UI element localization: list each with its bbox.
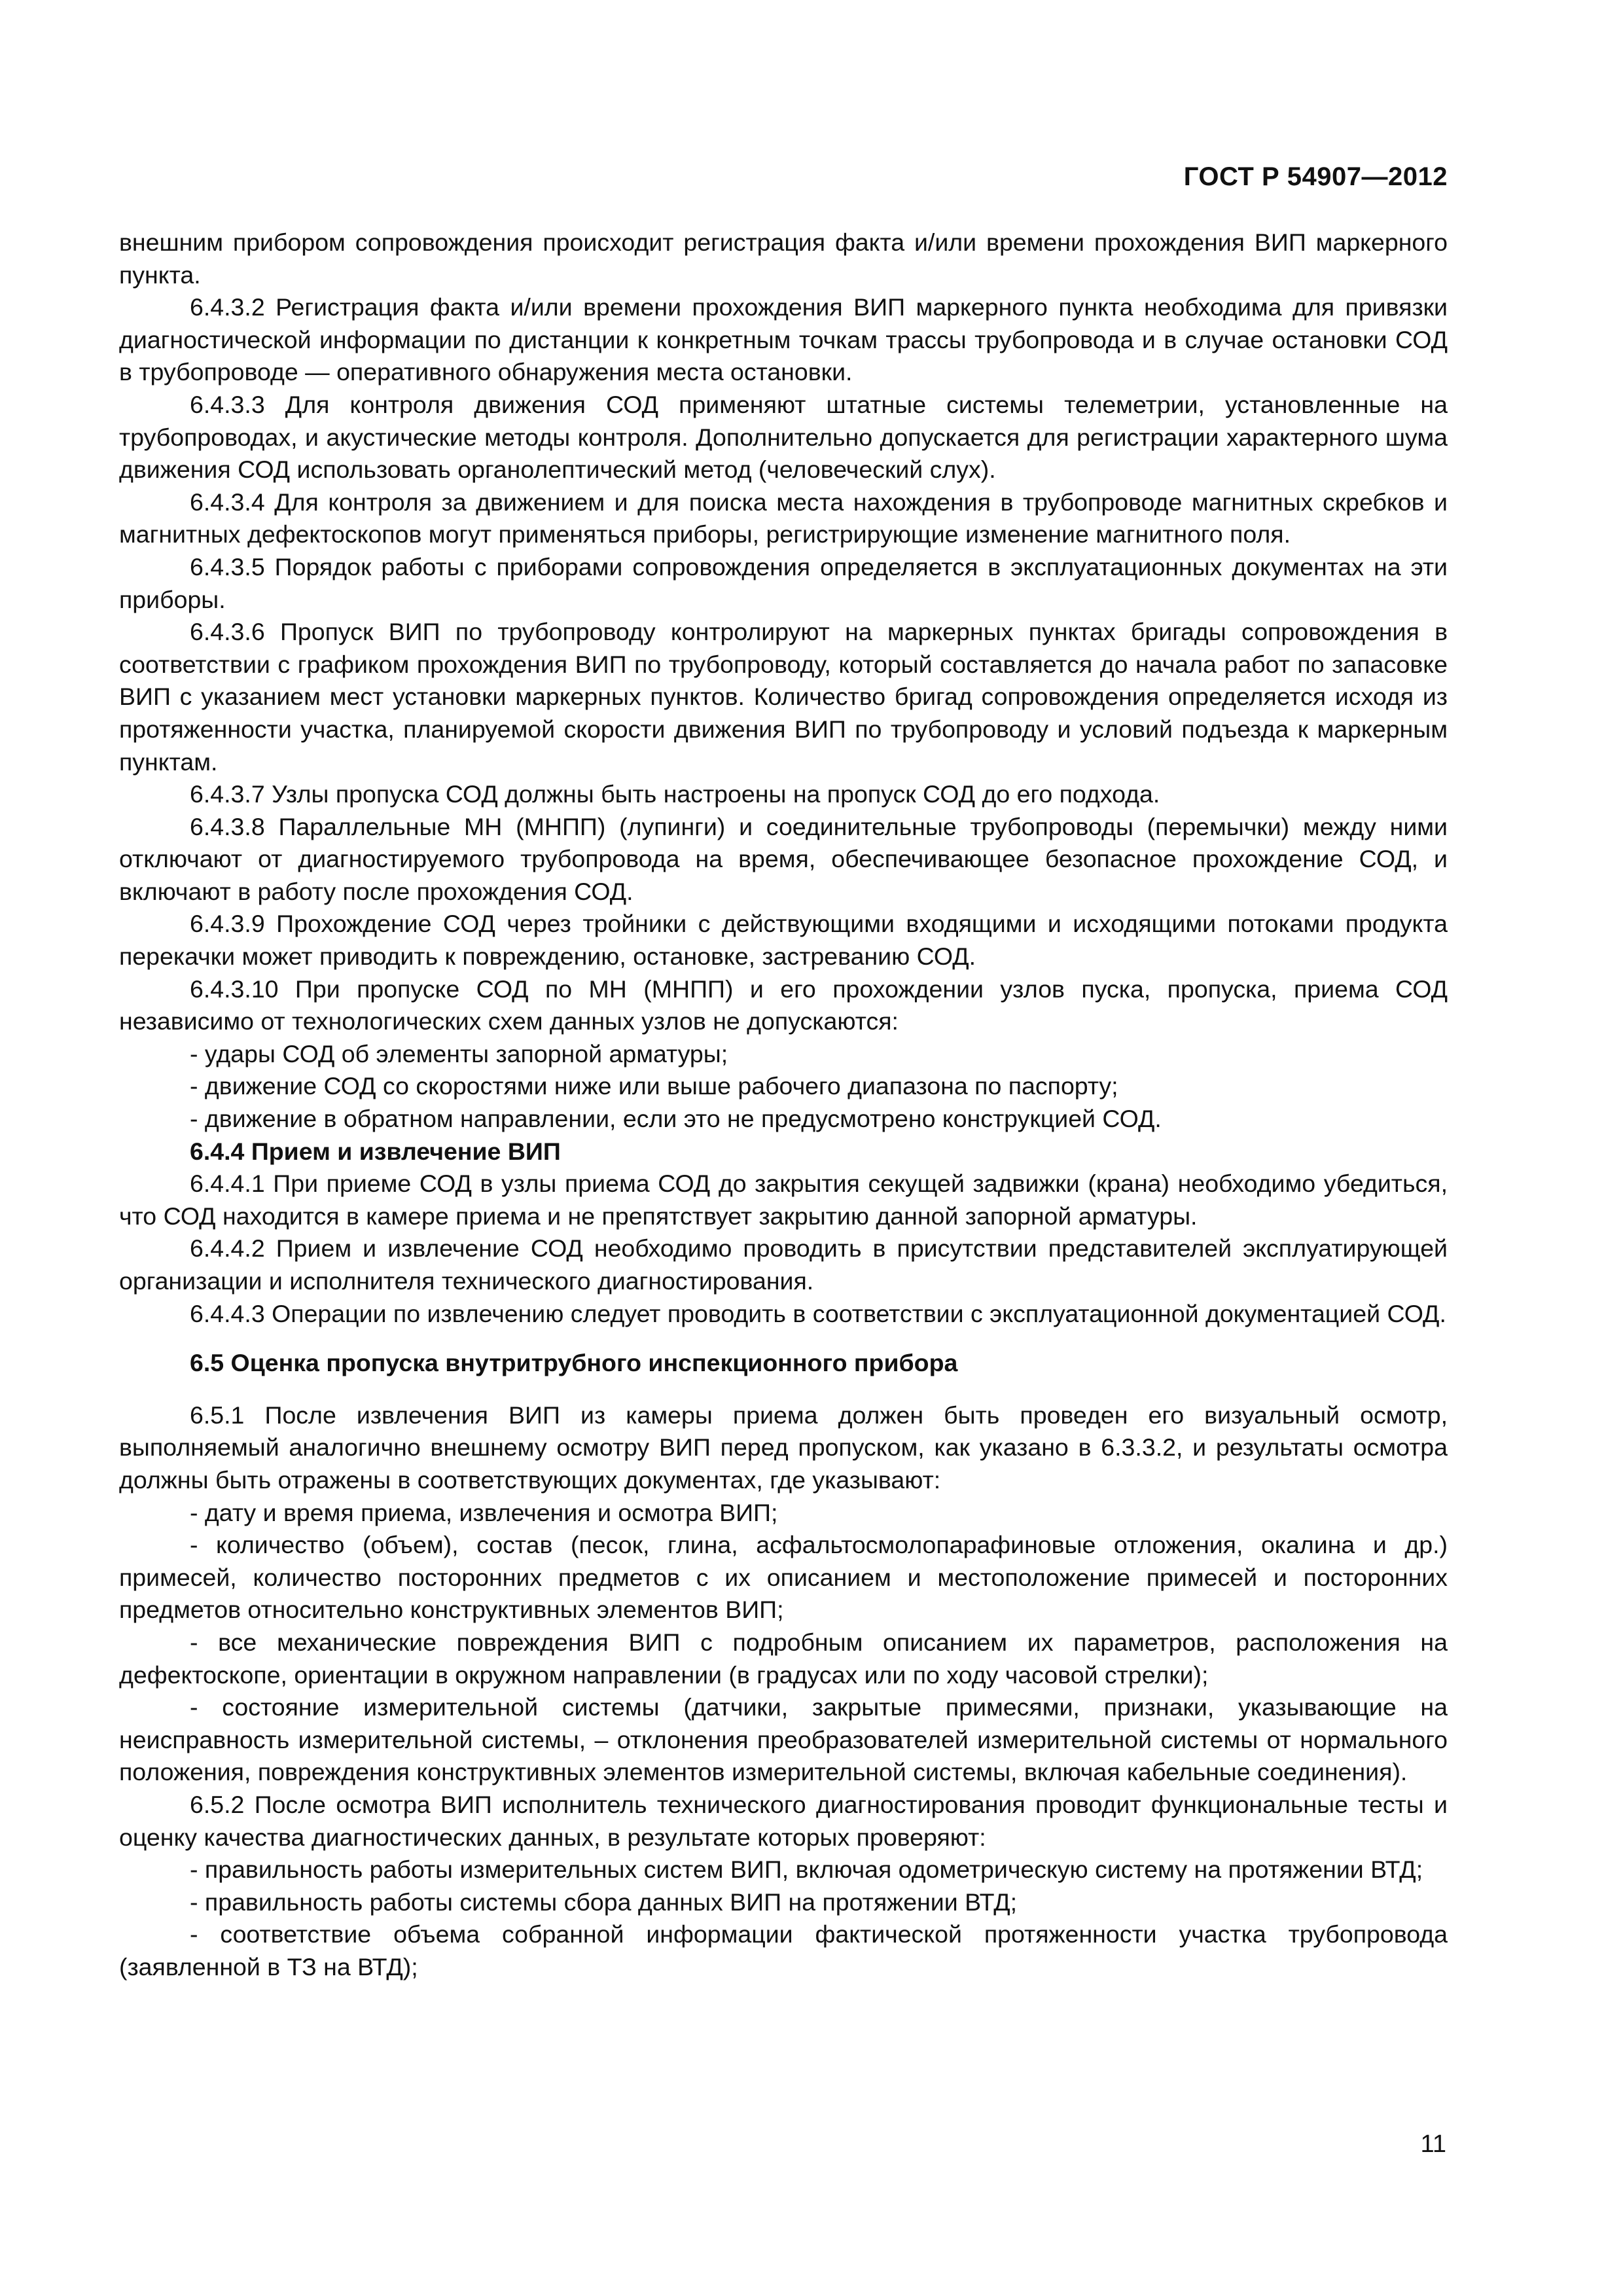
list-item: - правильность работы измерительных систем ВИП, включая одометрическую систему на протяжении ВТД; (190, 1856, 1423, 1884)
list-item: - соответствие объема собранной информации фактической протяженности участка трубопровода (заявленной в ТЗ на ВТД); (119, 1920, 1448, 1981)
paragraph: 6.4.3.2 Регистрация факта и/или времени прохождения ВИП маркерного пункта необходима для привязки диагностической информации по дистанции к конкретным точкам трассы трубопровода и в случае остановки СОД в трубопроводе — оперативного обнаружения места остановки. (119, 293, 1448, 386)
standard-header: ГОСТ Р 54907—2012 (1183, 162, 1448, 191)
list-item: - движение СОД со скоростями ниже или выше рабочего диапазона по паспорту; (190, 1072, 1118, 1100)
list-item: - дату и время приема, извлечения и осмотра ВИП; (190, 1498, 778, 1526)
paragraph: 6.4.3.10 При пропуске СОД по МН (МНПП) и его прохождении узлов пуска, пропуска, приема СОД независимо от технологических схем данных узлов не допускаются: (119, 975, 1448, 1035)
paragraph: 6.4.3.8 Параллельные МН (МНПП) (лупинги) и соединительные трубопроводы (перемычки) между ними отключают от диагностируемого трубопровода на время, обеспечивающее безопасное прохождение СОД, и включают в работу после прохождения СОД. (119, 812, 1448, 905)
section-heading-6-5: 6.5 Оценка пропуска внутритрубного инспекционного прибора (190, 1349, 958, 1377)
paragraph: 6.4.3.5 Порядок работы с приборами сопровождения определяется в эксплуатационных документах на эти приборы. (119, 552, 1448, 613)
section-heading-6-4-4: 6.4.4 Прием и извлечение ВИП (190, 1137, 561, 1165)
paragraph: 6.4.3.7 Узлы пропуска СОД должны быть настроены на пропуск СОД до его подхода. (190, 780, 1160, 808)
paragraph: 6.5.2 После осмотра ВИП исполнитель технического диагностирования проводит функциональные тесты и оценку качества диагностических данных, в результате которых проверяют: (119, 1790, 1448, 1851)
paragraph: 6.5.1 После извлечения ВИП из камеры приема должен быть проведен его визуальный осмотр, выполняемый аналогично внешнему осмотру ВИП перед пропуском, как указано в 6.3.3.2, и результаты осмотра должны быть отражены в соответствующих документах, где указывают: (119, 1401, 1448, 1494)
list-item: - правильность работы системы сбора данных ВИП на протяжении ВТД; (190, 1888, 1018, 1916)
list-item: - количество (объем), состав (песок, глина, асфальтосмолопарафиновые отложения, окалина и др.) примесей, количество посторонних предметов с их описанием и местоположение примесей и посторонних предметов относительно конструктивных элементов ВИП; (119, 1531, 1448, 1624)
paragraph: 6.4.4.3 Операции по извлечению следует проводить в соответствии с эксплуатационной документацией СОД. (190, 1299, 1446, 1327)
list-item: - удары СОД об элементы запорной арматуры; (190, 1039, 728, 1067)
paragraph: 6.4.4.1 При приеме СОД в узлы приема СОД до закрытия секущей задвижки (крана) необходимо убедиться, что СОД находится в камере приема и не препятствует закрытию данной запорной арматуры. (119, 1170, 1448, 1230)
list-item: - движение в обратном направлении, если это не предусмотрено конструкцией СОД. (190, 1105, 1162, 1133)
paragraph: 6.4.3.6 Пропуск ВИП по трубопроводу контролируют на маркерных пунктах бригады сопровождения в соответствии с графиком прохождения ВИП по трубопроводу, который составляется до начала работ по запасовке ВИП с указанием мест установки маркерных пунктов. Количество бригад сопровождения определяется исходя из протяженности участка, планируемой скорости движения ВИП по трубопроводу и условий подъезда к маркерным пунктам. (119, 618, 1448, 776)
list-item: - все механические повреждения ВИП с подробным описанием их параметров, расположения на дефектоскопе, ориентации в окружном направлении (в градусах или по ходу часовой стрелки); (119, 1628, 1448, 1689)
page-number: 11 (1420, 2130, 1446, 2158)
paragraph: 6.4.3.4 Для контроля за движением и для поиска места нахождения в трубопроводе магнитных скребков и магнитных дефектоскопов могут применяться приборы, регистрирующие изменение магнитного поля. (119, 488, 1448, 548)
paragraph: 6.4.3.9 Прохождение СОД через тройники с действующими входящими и исходящими потоками продукта перекачки может приводить к повреждению, остановке, застреванию СОД. (119, 910, 1448, 971)
paragraph: внешним прибором сопровождения происходит регистрация факта и/или времени прохождения ВИП маркерного пункта. (119, 228, 1448, 289)
paragraph: 6.4.4.2 Прием и извлечение СОД необходимо проводить в присутствии представителей эксплуатирующей организации и исполнителя технического диагностирования. (119, 1234, 1448, 1295)
list-item: - состояние измерительной системы (датчики, закрытые примесями, признаки, указывающие на неисправность измерительной системы, – отклонения преобразователей измерительной системы от нормального положения, повреждения конструктивных элементов измерительной системы, включая кабельные соединения). (119, 1693, 1448, 1786)
document-body (119, 226, 1448, 1983)
paragraph: 6.4.3.3 Для контроля движения СОД применяют штатные системы телеметрии, установленные на трубопроводах, и акустические методы контроля. Дополнительно допускается для регистрации характерного шума движения СОД использовать органолептический метод (человеческий слух). (119, 390, 1448, 484)
